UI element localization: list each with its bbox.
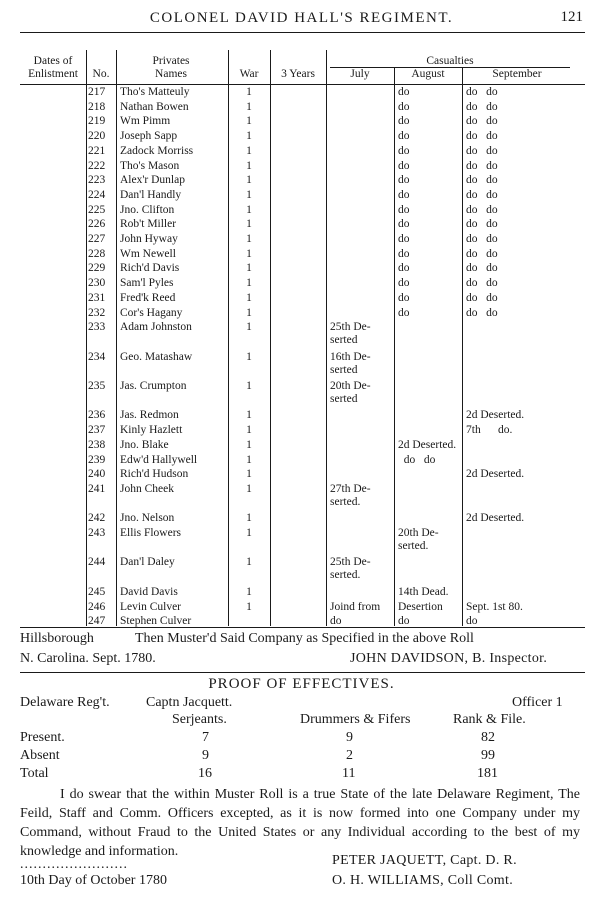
row-number: 231 — [88, 291, 106, 304]
row-number: 227 — [88, 233, 106, 245]
col-dates-line1: Dates of — [33, 55, 73, 67]
war-count: 1 — [246, 527, 252, 539]
row-number: 241 — [88, 482, 106, 495]
private-name: Jas. Crumpton — [120, 380, 187, 392]
private-name: Wm Pimm — [120, 115, 171, 128]
proof-row-serjeants: 16 — [198, 766, 212, 781]
col-august: August — [411, 68, 445, 80]
row-number: 242 — [88, 512, 106, 525]
private-name: Kinly Hazlett — [120, 424, 183, 437]
col-divider — [86, 50, 87, 626]
september-casualty: do do — [466, 130, 498, 143]
row-number: 246 — [88, 600, 106, 613]
signature-colonel: O. H. WILLIAMS, Coll Comt. — [332, 873, 513, 888]
proof-row-drummers: 2 — [346, 748, 353, 763]
row-number: 234 — [88, 350, 106, 363]
col-casualties: Casualties — [426, 55, 474, 67]
private-name: Zadock Morriss — [120, 144, 194, 157]
private-name: John Cheek — [120, 482, 174, 495]
august-casualty: 20th De- serted. — [398, 527, 439, 552]
muster-rule — [20, 672, 585, 673]
war-count: 1 — [246, 262, 252, 275]
war-count: 1 — [246, 86, 252, 98]
private-name: Fred'k Reed — [120, 291, 176, 304]
august-casualty: do — [398, 218, 410, 231]
col-three-years: 3 Years — [281, 68, 315, 80]
private-name: Levin Culver — [120, 600, 181, 613]
muster-place-date: N. Carolina. Sept. 1780. — [20, 651, 156, 666]
proof-row-rank: 82 — [481, 730, 495, 745]
war-count: 1 — [246, 600, 252, 613]
private-name: Alex'r Dunlap — [120, 174, 185, 187]
private-name: Jno. Blake — [120, 438, 169, 451]
war-count: 1 — [246, 159, 252, 172]
august-casualty: do — [398, 203, 410, 216]
col-divider — [394, 67, 395, 626]
war-count: 1 — [246, 188, 252, 201]
row-number: 223 — [88, 174, 106, 187]
august-casualty: do — [398, 306, 410, 319]
war-count: 1 — [246, 218, 252, 231]
row-number: 239 — [88, 453, 106, 466]
signature-dots: ........................ — [20, 857, 128, 872]
september-casualty: Sept. 1st 80. — [466, 600, 523, 613]
private-name: Jas. Redmon — [120, 409, 179, 422]
proof-row-drummers: 11 — [342, 766, 356, 781]
row-number: 232 — [88, 306, 106, 319]
row-number: 217 — [88, 86, 106, 98]
war-count: 1 — [246, 424, 252, 437]
war-count: 1 — [246, 453, 252, 466]
war-count: 1 — [246, 291, 252, 304]
row-number: 225 — [88, 203, 106, 216]
war-count: 1 — [246, 277, 252, 290]
war-count: 1 — [246, 144, 252, 157]
war-count: 1 — [246, 585, 252, 598]
private-name: Cor's Hagany — [120, 306, 183, 319]
war-count: 1 — [246, 438, 252, 451]
war-count: 1 — [246, 100, 252, 113]
row-number: 233 — [88, 321, 106, 334]
private-name: Rich'd Davis — [120, 262, 180, 275]
september-casualty: 2d Deserted. — [466, 409, 525, 422]
july-casualty: 16th De- serted — [330, 350, 371, 376]
table-head-rule — [20, 84, 585, 85]
row-number: 220 — [88, 130, 106, 143]
row-number: 245 — [88, 585, 106, 598]
august-casualty: Desertion — [398, 600, 443, 613]
row-number: 221 — [88, 144, 106, 157]
row-number: 230 — [88, 277, 106, 290]
august-casualty: do — [398, 100, 410, 113]
page-title: COLONEL DAVID HALL'S REGIMENT. — [149, 10, 454, 26]
august-casualty: do — [398, 115, 410, 128]
september-casualty: do do — [466, 262, 498, 275]
proof-row-drummers: 9 — [346, 730, 353, 745]
private-name: Dan'l Handly — [120, 188, 182, 201]
private-name: Ellis Flowers — [120, 527, 182, 539]
page-number: 121 — [560, 9, 583, 25]
col-dates-line2: Enlistment — [28, 68, 78, 80]
proof-row-label: Absent — [20, 748, 60, 763]
col-names-line2: Names — [155, 68, 187, 80]
war-count: 1 — [246, 306, 252, 319]
war-count: 1 — [246, 321, 252, 334]
september-casualty: do do — [466, 218, 498, 231]
row-number: 235 — [88, 380, 106, 392]
proof-col-drummers: Drummers & Fifers — [300, 712, 411, 727]
august-casualty: do — [398, 144, 410, 157]
proof-row-serjeants: 7 — [202, 730, 209, 745]
september-casualty: do do — [466, 144, 498, 157]
row-number: 218 — [88, 100, 106, 113]
july-casualty: 25th De- serted — [330, 321, 371, 347]
muster-inspector: JOHN DAVIDSON, B. Inspector. — [350, 651, 548, 666]
war-count: 1 — [246, 482, 252, 495]
col-divider — [228, 50, 229, 626]
col-no: No. — [92, 68, 110, 80]
muster-text: Then Muster'd Said Company as Specified in the above Roll — [135, 631, 474, 646]
private-name: John Hyway — [120, 233, 178, 245]
muster-place: Hillsborough — [20, 631, 94, 646]
col-divider — [326, 50, 327, 626]
private-name: Joseph Sapp — [120, 130, 178, 143]
proof-row-label: Total — [20, 766, 49, 781]
row-number: 236 — [88, 409, 106, 422]
august-casualty: 14th Dead. — [398, 585, 449, 598]
signature-date: 10th Day of October 1780 — [20, 873, 167, 888]
row-number: 224 — [88, 188, 106, 201]
war-count: 1 — [246, 468, 252, 481]
col-names-line1: Privates — [152, 55, 190, 67]
proof-row-label: Present. — [20, 730, 65, 745]
september-casualty: do do — [466, 115, 498, 128]
proof-col-serjeants: Serjeants. — [172, 712, 227, 727]
col-divider — [462, 67, 463, 626]
row-number: 243 — [88, 527, 106, 539]
war-count: 1 — [246, 380, 252, 392]
private-name: Dan'l Daley — [120, 556, 175, 569]
signature-captain: PETER JAQUETT, Capt. D. R. — [332, 853, 517, 868]
row-number: 247 — [88, 615, 106, 628]
row-number: 238 — [88, 438, 106, 451]
col-july: July — [350, 68, 370, 80]
august-casualty: do — [398, 174, 410, 187]
september-casualty: 2d Deserted. — [466, 468, 525, 481]
col-divider — [270, 50, 271, 626]
proof-row-rank: 99 — [481, 748, 495, 763]
proof-title: PROOF OF EFFECTIVES. — [208, 676, 395, 692]
war-count: 1 — [246, 409, 252, 422]
august-casualty: do — [398, 247, 410, 260]
september-casualty: do do — [466, 203, 498, 216]
august-casualty: do — [398, 291, 410, 304]
proof-captain: Captn Jacquett. — [146, 695, 233, 710]
row-number: 244 — [88, 556, 106, 569]
september-casualty: do do — [466, 247, 498, 260]
september-casualty: do do — [466, 233, 498, 245]
private-name: Stephen Culver — [120, 615, 192, 628]
private-name: Tho's Matteuly — [120, 86, 190, 98]
september-casualty: do do — [466, 159, 498, 172]
july-casualty: 27th De- serted. — [330, 482, 371, 508]
september-casualty: 7th do. — [466, 424, 513, 437]
august-casualty: do — [398, 130, 410, 143]
col-divider — [116, 50, 117, 626]
col-war: War — [239, 68, 259, 80]
proof-col-rank: Rank & File. — [453, 712, 526, 727]
september-casualty: 2d Deserted. — [466, 512, 525, 525]
september-casualty: do do — [466, 277, 498, 290]
header-rule — [20, 32, 585, 33]
private-name: David Davis — [120, 585, 178, 598]
september-casualty: do do — [466, 100, 498, 113]
july-casualty: do — [330, 615, 342, 628]
oath-paragraph: I do swear that the within Muster Roll is a true State of the late Delaware Regiment, The Feild, Staff and Comm. Officers excepted, as it is now formed into one Company under my Command, without Fraud to the United States or any Individual according to the best of my knowledge and information. — [20, 787, 580, 859]
july-casualty: 25th De- serted. — [330, 556, 371, 582]
private-name: Rich'd Hudson — [120, 468, 189, 481]
proof-regiment: Delaware Reg't. — [20, 695, 110, 710]
private-name: Tho's Mason — [120, 159, 180, 172]
august-casualty: do do — [398, 453, 436, 466]
row-number: 228 — [88, 247, 106, 260]
war-count: 1 — [246, 247, 252, 260]
private-name: Adam Johnston — [120, 321, 192, 334]
private-name: Geo. Matashaw — [120, 350, 193, 363]
september-casualty: do — [466, 615, 478, 628]
september-casualty: do do — [466, 188, 498, 201]
war-count: 1 — [246, 174, 252, 187]
war-count: 1 — [246, 233, 252, 245]
august-casualty: 2d Deserted. — [398, 438, 457, 451]
col-names — [116, 55, 226, 81]
august-casualty: do — [398, 615, 410, 628]
row-number: 229 — [88, 262, 106, 275]
war-count: 1 — [246, 115, 252, 128]
war-count: 1 — [246, 350, 252, 363]
war-count: 1 — [246, 130, 252, 143]
september-casualty: do do — [466, 86, 498, 98]
row-number: 222 — [88, 159, 106, 172]
table-bottom-rule — [20, 627, 585, 628]
proof-officer: Officer 1 — [512, 695, 563, 710]
private-name: Wm Newell — [120, 247, 176, 260]
war-count: 1 — [246, 512, 252, 525]
proof-row-serjeants: 9 — [202, 748, 209, 763]
private-name: Rob't Miller — [120, 218, 177, 231]
proof-row-rank: 181 — [477, 766, 498, 781]
row-number: 237 — [88, 424, 106, 437]
july-casualty: 20th De- serted — [330, 380, 371, 405]
col-september: September — [492, 68, 542, 80]
casualties-rule — [330, 67, 570, 68]
war-count: 1 — [246, 556, 252, 569]
col-dates — [20, 55, 86, 81]
july-casualty: Joind from — [330, 600, 381, 613]
august-casualty: do — [398, 188, 410, 201]
august-casualty: do — [398, 159, 410, 172]
september-casualty: do do — [466, 291, 498, 304]
september-casualty: do do — [466, 174, 498, 187]
august-casualty: do — [398, 262, 410, 275]
row-number: 219 — [88, 115, 106, 128]
private-name: Edw'd Hallywell — [120, 453, 198, 466]
war-count: 1 — [246, 203, 252, 216]
september-casualty: do do — [466, 306, 498, 319]
private-name: Sam'l Pyles — [120, 277, 174, 290]
row-number: 226 — [88, 218, 106, 231]
august-casualty: do — [398, 86, 410, 98]
private-name: Jno. Clifton — [120, 203, 175, 216]
row-number: 240 — [88, 468, 106, 481]
august-casualty: do — [398, 233, 410, 245]
private-name: Jno. Nelson — [120, 512, 175, 525]
private-name: Nathan Bowen — [120, 100, 189, 113]
august-casualty: do — [398, 277, 410, 290]
